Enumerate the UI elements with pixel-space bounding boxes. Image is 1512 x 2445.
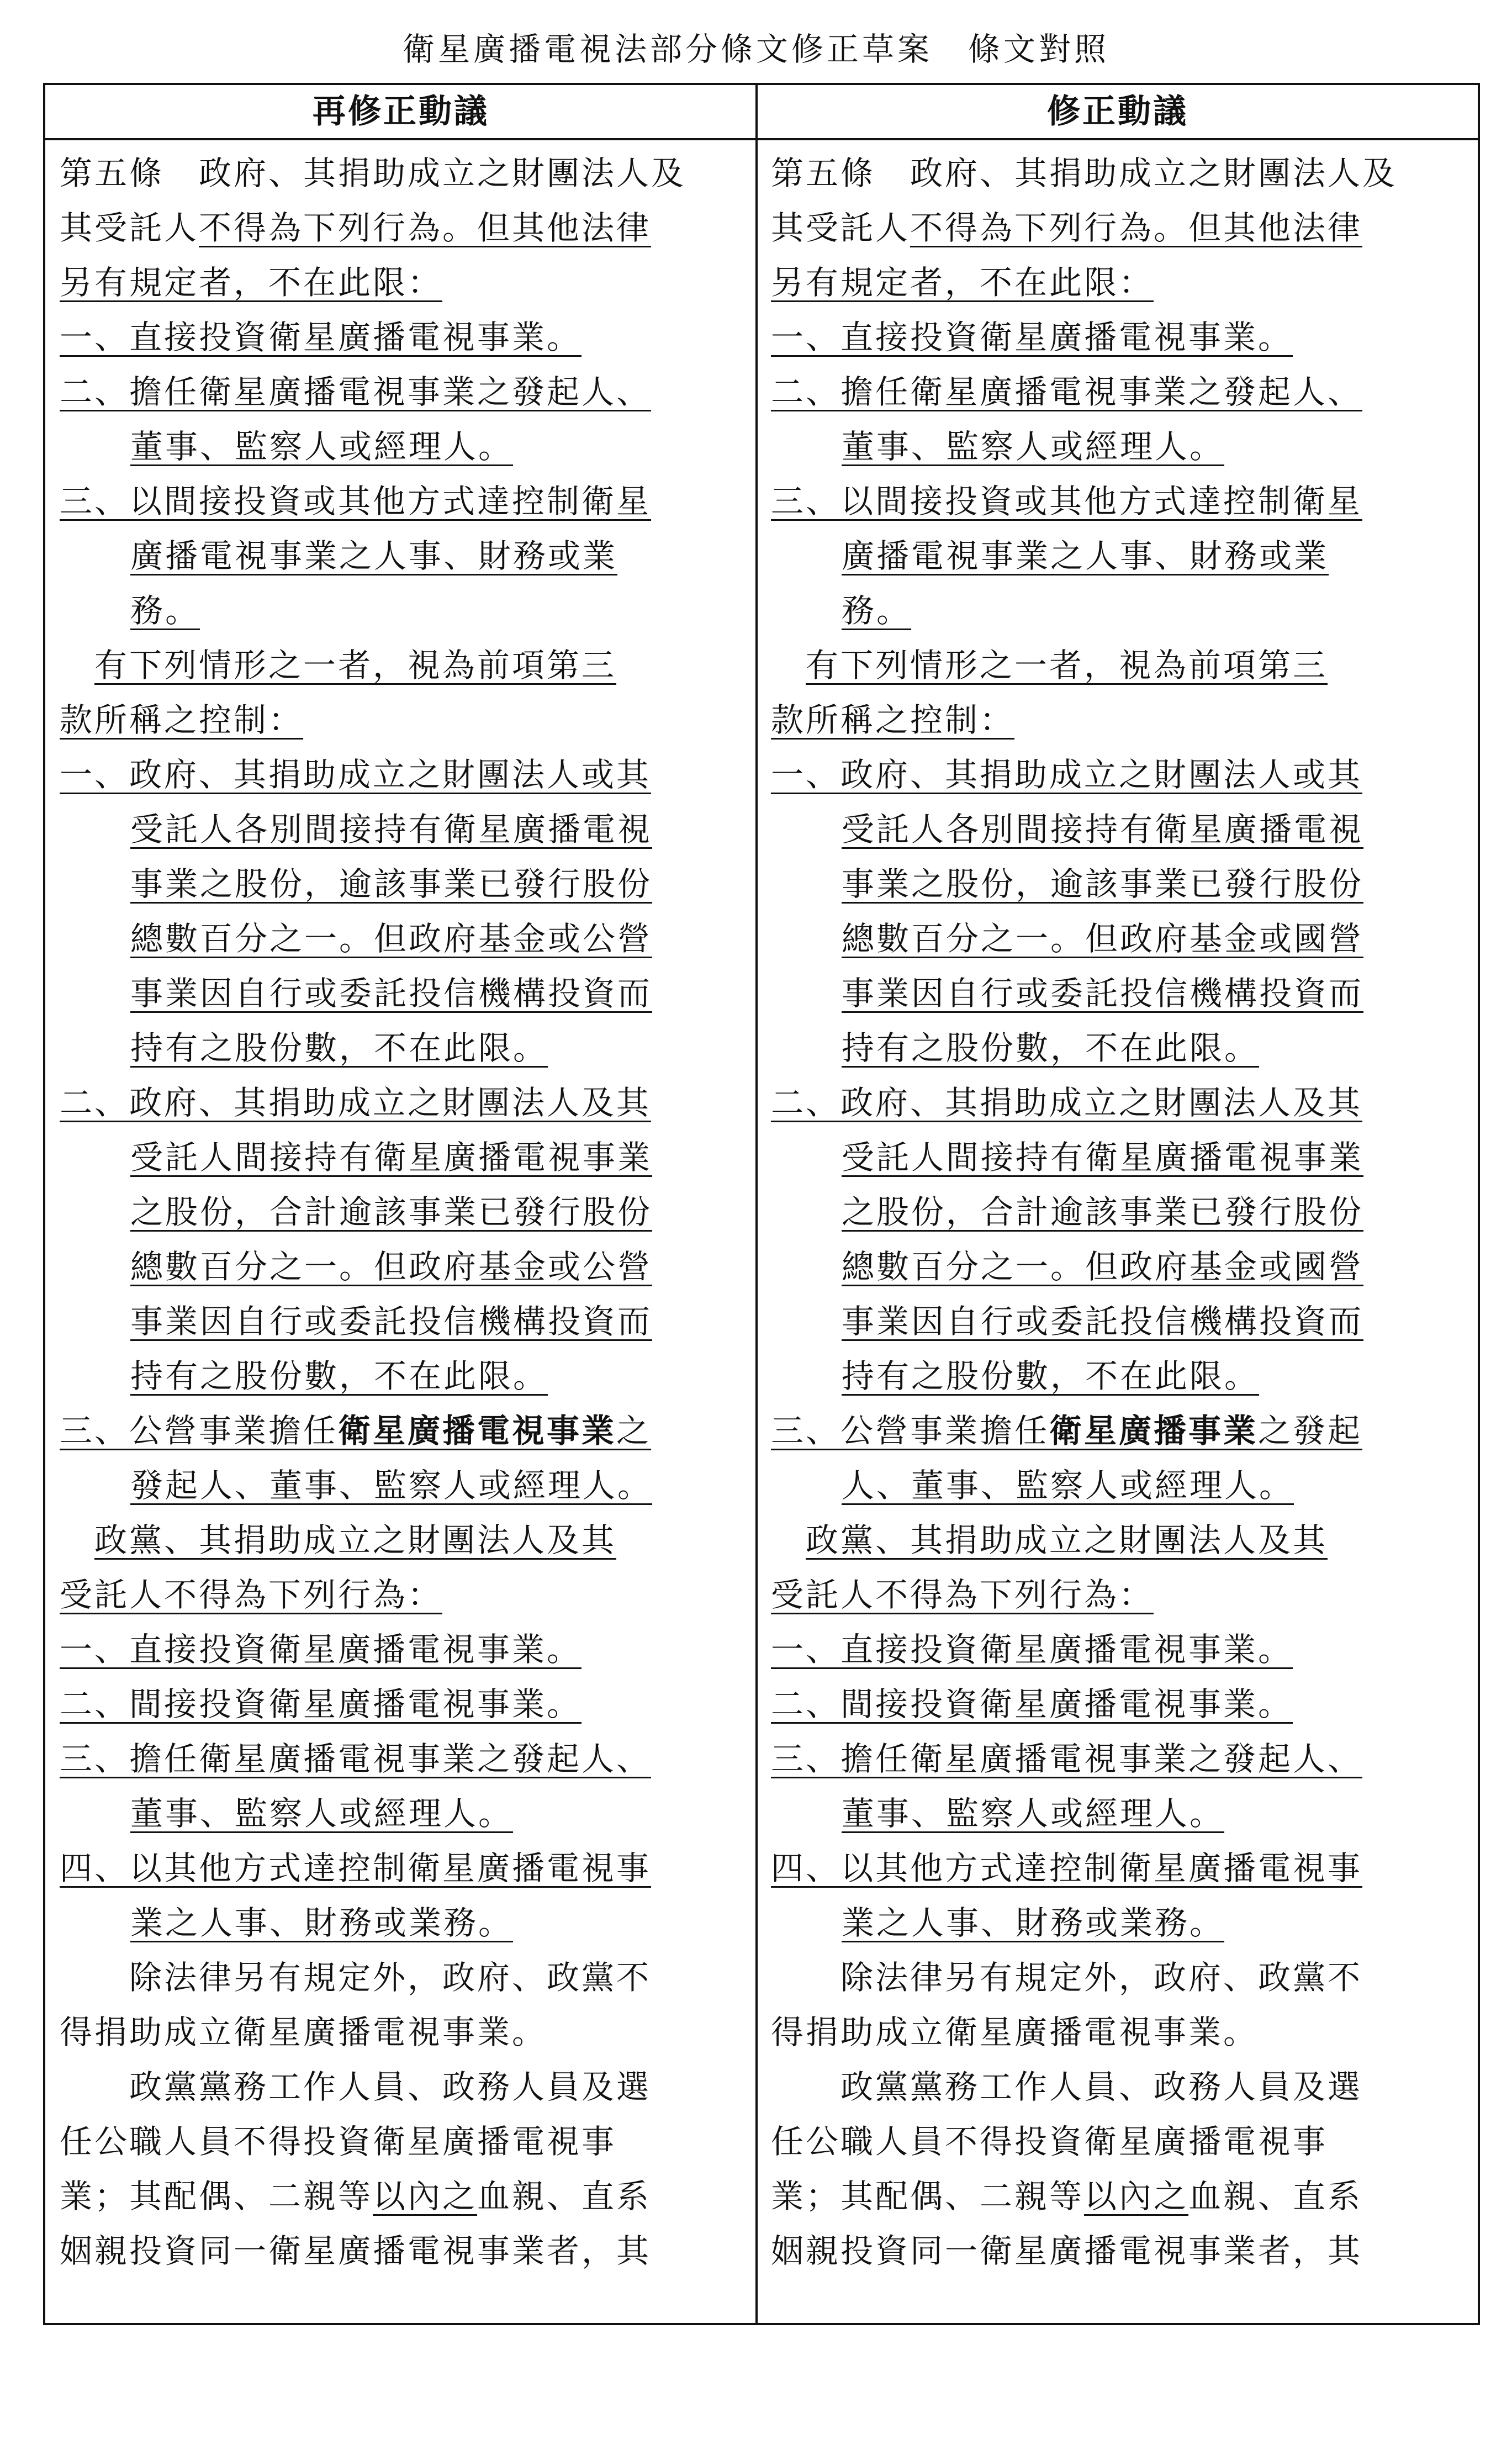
amended-text: 事業因自行或委託投信機構投資而 <box>842 974 1364 1012</box>
amended-text: 受託人各別間接持有衛星廣播電視 <box>842 810 1364 848</box>
article-text-line <box>771 365 1468 419</box>
comparison-table <box>43 83 1480 2325</box>
article-text-line <box>771 747 1468 802</box>
amended-text: 持有之股份數，不在此限。 <box>130 1029 548 1067</box>
article-text-line <box>771 1239 1468 1294</box>
line-text <box>771 1521 806 1559</box>
line-text: 除法律另有規定外，政府、政黨不 <box>771 1958 1363 1997</box>
line-text: 任公職人員不得投資衛星廣播電視事 <box>60 2122 617 2161</box>
amended-text: 政黨、其捐助成立之財團法人及其 <box>806 1521 1328 1559</box>
amended-text: 三、公營事業擔任 <box>60 1412 339 1450</box>
amended-text: 持有之股份數，不在此限。 <box>130 1357 548 1395</box>
article-text-line <box>771 200 1468 255</box>
line-text: 姻親投資同一衛星廣播電視事業者，其 <box>771 2232 1363 2270</box>
amended-text: 發起人、董事、監察人或經理人。 <box>130 1466 653 1504</box>
article-text-line <box>60 255 744 310</box>
article-text-line <box>771 1567 1468 1622</box>
line-text: 政黨黨務工作人員、政務人員及選 <box>771 2068 1363 2106</box>
article-text-line <box>771 1895 1468 1950</box>
emphasized-text: 衛星廣播電視事業 <box>338 1412 617 1450</box>
amended-text: 三、以間接投資或其他方式達控制衛星 <box>771 482 1363 520</box>
article-text-line <box>771 857 1468 911</box>
amended-text: 政黨、其捐助成立之財團法人及其 <box>94 1521 617 1559</box>
amended-text: 事業因自行或委託投信機構投資而 <box>842 1302 1364 1340</box>
article-text-line <box>60 747 744 802</box>
line-text: 任公職人員不得投資衛星廣播電視事 <box>771 2122 1328 2161</box>
amended-text: 務。 <box>842 592 912 630</box>
amended-text: 一、直接投資衛星廣播電視事業。 <box>60 1630 582 1668</box>
amended-text: 廣播電視事業之人事、財務或業 <box>842 537 1329 575</box>
amended-text: 款所稱之控制： <box>60 701 304 739</box>
amended-text: 事業之股份，逾該事業已發行股份 <box>842 865 1364 903</box>
article-text-line <box>60 1075 744 1130</box>
amended-text: 受託人不得為下列行為： <box>771 1576 1154 1614</box>
article-text-line <box>771 1841 1468 1895</box>
article-text-line <box>60 1677 744 1731</box>
amended-text: 有下列情形之一者，視為前項第三 <box>806 646 1328 684</box>
amended-text: 以內之 <box>373 2177 478 2215</box>
amendment-motion-column <box>771 146 1468 2317</box>
table-header-row <box>45 85 1478 140</box>
article-text-line <box>60 583 744 638</box>
column-header-amendment-motion: 修正動議 <box>1047 92 1188 131</box>
article-text-line <box>771 1622 1468 1677</box>
article-text-line <box>60 1731 744 1786</box>
article-text-line <box>60 1513 744 1567</box>
article-text-line <box>60 1403 744 1458</box>
amended-text: 受託人不得為下列行為： <box>60 1576 443 1614</box>
article-text-line <box>60 1622 744 1677</box>
column-divider <box>755 85 758 2323</box>
amended-text: 一、直接投資衛星廣播電視事業。 <box>771 1630 1293 1668</box>
article-text-line <box>60 1841 744 1895</box>
line-text: 其受託人 <box>771 209 911 247</box>
amended-text: 二、間接投資衛星廣播電視事業。 <box>60 1685 582 1723</box>
article-text-line <box>771 529 1468 583</box>
article-text-line <box>771 1075 1468 1130</box>
amended-text: 一、直接投資衛星廣播電視事業。 <box>771 318 1293 356</box>
article-text-line <box>771 2114 1468 2169</box>
article-text-line <box>60 1349 744 1403</box>
article-text-line <box>60 419 744 474</box>
article-text-line <box>771 1349 1468 1403</box>
article-text-line <box>60 146 744 200</box>
article-text-line <box>771 583 1468 638</box>
article-text-line <box>60 1185 744 1239</box>
amended-text: 廣播電視事業之人事、財務或業 <box>130 537 618 575</box>
amended-text: 不得為下列行為。但其他法律 <box>910 209 1363 247</box>
article-text-line <box>60 1294 744 1349</box>
article-text-line <box>60 1950 744 2005</box>
amended-text: 董事、監察人或經理人。 <box>842 1794 1225 1833</box>
amended-text: 人、董事、監察人或經理人。 <box>842 1466 1294 1504</box>
article-text-line <box>60 2059 744 2114</box>
amended-text: 二、擔任衛星廣播電視事業之發起人、 <box>60 373 652 411</box>
article-text-line <box>60 1458 744 1513</box>
article-text-line <box>771 2005 1468 2059</box>
article-text-line <box>771 1458 1468 1513</box>
article-text-line <box>60 693 744 747</box>
article-text-line <box>60 1786 744 1841</box>
article-text-line <box>771 310 1468 365</box>
article-text-line <box>771 966 1468 1021</box>
amended-text: 不得為下列行為。但其他法律 <box>199 209 652 247</box>
line-text <box>60 646 94 684</box>
article-text-line <box>60 474 744 529</box>
article-text-line <box>771 1786 1468 1841</box>
article-text-line <box>771 255 1468 310</box>
article-text-line <box>771 2059 1468 2114</box>
article-text-line <box>60 310 744 365</box>
amended-text: 四、以其他方式達控制衛星廣播電視事 <box>771 1849 1363 1887</box>
article-text-line <box>60 365 744 419</box>
line-text-tail: 血親、直系 <box>1188 2177 1363 2215</box>
amended-text: 一、政府、其捐助成立之財團法人或其 <box>60 756 652 794</box>
line-text: 其受託人 <box>60 209 199 247</box>
amended-text: 事業因自行或委託投信機構投資而 <box>130 1302 653 1340</box>
amended-text: 三、公營事業擔任 <box>771 1412 1050 1450</box>
article-text-line <box>771 474 1468 529</box>
amended-text: 以內之 <box>1084 2177 1189 2215</box>
article-text-line <box>60 1895 744 1950</box>
article-text-line <box>771 2224 1468 2278</box>
article-text-line <box>60 802 744 857</box>
amended-text: 總數百分之一。但政府基金或公營 <box>130 920 653 958</box>
article-text-line <box>60 1567 744 1622</box>
amended-text: 二、間接投資衛星廣播電視事業。 <box>771 1685 1293 1723</box>
amended-text: 受託人間接持有衛星廣播電視事業 <box>130 1138 653 1176</box>
emphasized-text: 衛星廣播事業 <box>1049 1412 1259 1450</box>
line-text: 得捐助成立衛星廣播電視事業。 <box>771 2013 1259 2051</box>
amended-text: 一、政府、其捐助成立之財團法人或其 <box>771 756 1363 794</box>
article-text-line <box>60 638 744 693</box>
amended-text: 務。 <box>130 592 200 630</box>
line-text: 第五條 政府、其捐助成立之財團法人及 <box>771 154 1398 192</box>
article-text-line <box>60 2224 744 2278</box>
line-text <box>771 646 806 684</box>
line-text: 業；其配偶、二親等 <box>60 2177 373 2215</box>
article-text-line <box>771 693 1468 747</box>
article-text-line <box>60 1239 744 1294</box>
amended-text: 持有之股份數，不在此限。 <box>842 1357 1260 1395</box>
line-text: 第五條 政府、其捐助成立之財團法人及 <box>60 154 686 192</box>
amended-text: 有下列情形之一者，視為前項第三 <box>94 646 617 684</box>
line-text: 除法律另有規定外，政府、政黨不 <box>60 1958 652 1997</box>
article-text-line <box>771 802 1468 857</box>
article-text-line <box>771 1185 1468 1239</box>
amended-text: 董事、監察人或經理人。 <box>130 427 514 466</box>
article-text-line <box>771 1513 1468 1567</box>
line-text-tail: 之 <box>616 1412 652 1450</box>
amended-text: 事業之股份，逾該事業已發行股份 <box>130 865 653 903</box>
article-text-line <box>60 911 744 966</box>
amended-text: 之股份，合計逾該事業已發行股份 <box>130 1193 653 1231</box>
amended-text: 總數百分之一。但政府基金或國營 <box>842 1248 1364 1286</box>
article-text-line <box>60 966 744 1021</box>
line-text: 得捐助成立衛星廣播電視事業。 <box>60 2013 547 2051</box>
article-text-line <box>771 1130 1468 1185</box>
amended-text: 三、擔任衛星廣播電視事業之發起人、 <box>771 1740 1363 1778</box>
article-text-line <box>771 1403 1468 1458</box>
amended-text: 持有之股份數，不在此限。 <box>842 1029 1260 1067</box>
article-text-line <box>60 1021 744 1075</box>
line-text <box>60 1521 94 1559</box>
page-title: 衛星廣播電視法部分條文修正草案 條文對照 <box>402 30 1109 68</box>
line-text: 政黨黨務工作人員、政務人員及選 <box>60 2068 652 2106</box>
amended-text: 事業因自行或委託投信機構投資而 <box>130 974 653 1012</box>
amended-text: 四、以其他方式達控制衛星廣播電視事 <box>60 1849 652 1887</box>
amended-text: 之股份，合計逾該事業已發行股份 <box>842 1193 1364 1231</box>
amended-text: 董事、監察人或經理人。 <box>842 427 1225 466</box>
amended-text: 業之人事、財務或業務。 <box>842 1904 1225 1942</box>
article-text-line <box>771 1021 1468 1075</box>
article-text-line <box>60 2169 744 2224</box>
article-text-line <box>771 1950 1468 2005</box>
article-text-line <box>60 1130 744 1185</box>
amended-text: 三、以間接投資或其他方式達控制衛星 <box>60 482 652 520</box>
line-text-tail: 之發起 <box>1258 1412 1363 1450</box>
article-text-line <box>771 2169 1468 2224</box>
amended-text: 款所稱之控制： <box>771 701 1015 739</box>
amended-text: 受託人各別間接持有衛星廣播電視 <box>130 810 653 848</box>
amended-text: 董事、監察人或經理人。 <box>130 1794 514 1833</box>
article-text-line <box>771 911 1468 966</box>
line-text: 姻親投資同一衛星廣播電視事業者，其 <box>60 2232 652 2270</box>
amended-text: 一、直接投資衛星廣播電視事業。 <box>60 318 582 356</box>
article-text-line <box>771 1677 1468 1731</box>
column-header-revised-motion: 再修正動議 <box>313 92 489 131</box>
amended-text: 另有規定者，不在此限： <box>771 263 1154 302</box>
line-text: 業；其配偶、二親等 <box>771 2177 1085 2215</box>
article-text-line <box>60 2005 744 2059</box>
line-text-tail: 血親、直系 <box>477 2177 652 2215</box>
article-text-line <box>60 2114 744 2169</box>
article-text-line <box>771 1294 1468 1349</box>
article-text-line <box>771 146 1468 200</box>
amended-text: 受託人間接持有衛星廣播電視事業 <box>842 1138 1364 1176</box>
article-text-line <box>60 529 744 583</box>
article-text-line <box>771 1731 1468 1786</box>
amended-text: 總數百分之一。但政府基金或國營 <box>842 920 1364 958</box>
amended-text: 二、擔任衛星廣播電視事業之發起人、 <box>771 373 1363 411</box>
amended-text: 總數百分之一。但政府基金或公營 <box>130 1248 653 1286</box>
article-text-line <box>771 638 1468 693</box>
amended-text: 另有規定者，不在此限： <box>60 263 443 302</box>
amended-text: 業之人事、財務或業務。 <box>130 1904 514 1942</box>
amended-text: 二、政府、其捐助成立之財團法人及其 <box>771 1084 1363 1122</box>
article-text-line <box>60 200 744 255</box>
amended-text: 三、擔任衛星廣播電視事業之發起人、 <box>60 1740 652 1778</box>
article-text-line <box>771 419 1468 474</box>
amended-text: 二、政府、其捐助成立之財團法人及其 <box>60 1084 652 1122</box>
revised-motion-column <box>60 146 744 2317</box>
article-text-line <box>60 857 744 911</box>
